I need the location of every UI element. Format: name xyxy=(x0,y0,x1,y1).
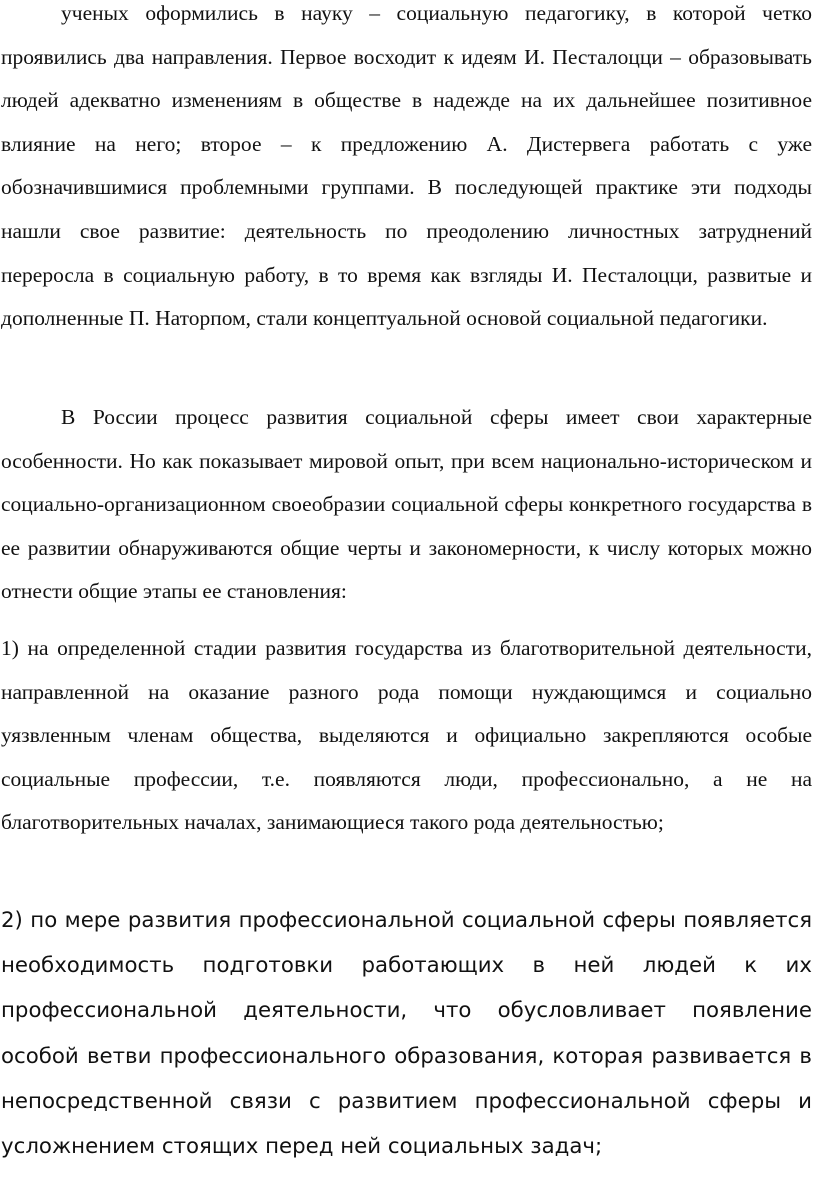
list-item-2-professional-education: 2) по мере развития профессиональной социальной сферы появляется необходимость подготовки работающих в ней людей к их профессиональной деятельности, что обусловливает появление особой ветви профессионального образования, которая развивается в непосредственной связи с развитием профессиональной сферы и усложнением стоящих перед ней социальных задач; xyxy=(1,908,812,1160)
paragraph-pedagogy-directions: ученых оформились в науку – социальную педагогику, в которой четко проявились два направления. Первое восходит к идеям И. Песталоцци – образовывать людей адекватно изменениям в обществе в надежде на их дальнейшее позитивное влияние на него; второе – к предложению А. Дистервега работать с уже обозначившимися проблемными группами. В последующей практике эти подходы нашли свое развитие: деятельность по преодолению личностных затруднений переросла в социальную работу, в то время как взгляды И. Песталоцци, развитые и дополненные П. Наторпом, стали концептуальной основой социальной педагогики. xyxy=(1,1,812,331)
list-item-1-social-professions: 1) на определенной стадии развития государства из благотворительной деятельности, направленной на оказание разного рода помощи нуждающимся и социально уязвленным членам общества, выделяются и официально закрепляются особые социальные профессии, т.е. появляются люди, профессионально, а не на благотворительных началах, занимающиеся такого рода деятельностью; xyxy=(1,636,812,835)
paragraph-russia-social-sphere: В России процесс развития социальной сферы имеет свои характерные особенности. Но как показывает мировой опыт, при всем национально-историческом и социально-организационном своеобразии социальной сферы конкретного государства в ее развитии обнаруживаются общие черты и закономерности, к числу которых можно отнести общие этапы ее становления: xyxy=(1,405,812,604)
